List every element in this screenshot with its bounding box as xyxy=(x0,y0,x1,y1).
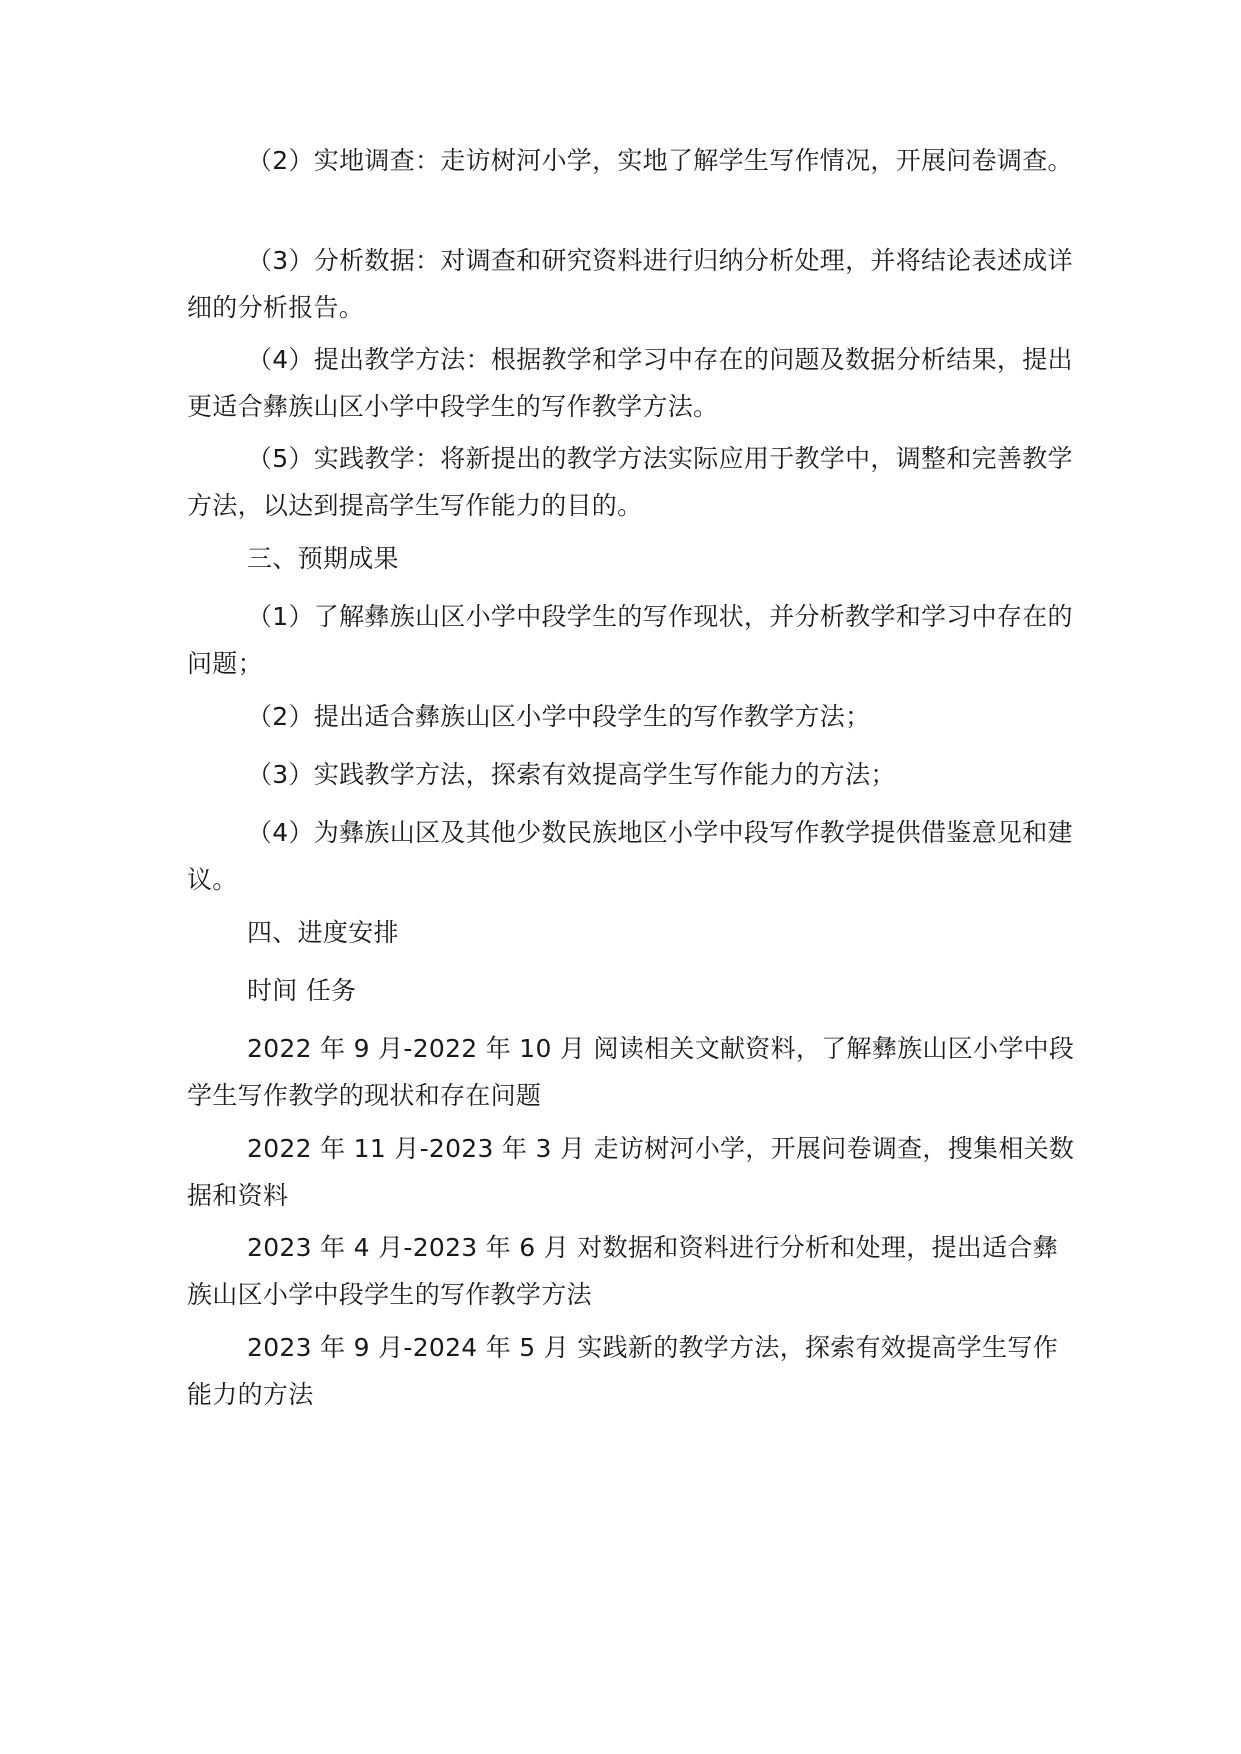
paragraph-practice-teaching: （5）实践教学：将新提出的教学方法实际应用于教学中，调整和完善教学方法，以达到提高学生写作能力的目的。 xyxy=(187,444,1073,520)
paragraph-teaching-method: （4）提出教学方法：根据教学和学习中存在的问题及数据分析结果，提出更适合彝族山区小学中段学生的写作教学方法。 xyxy=(187,345,1073,421)
paragraph-field-survey: （2）实地调查：走访树河小学，实地了解学生写作情况，开展问卷调查。 xyxy=(247,146,1073,175)
schedule-row-2: 2022 年 11 月-2023 年 3 月 走访树河小学，开展问卷调查，搜集相关数据和资料 xyxy=(187,1134,1075,1210)
paragraph-result-2: （2）提出适合彝族山区小学中段学生的写作教学方法； xyxy=(247,702,871,731)
paragraph-result-3: （3）实践教学方法，探索有效提高学生写作能力的方法； xyxy=(247,760,896,789)
schedule-row-1: 2022 年 9 月-2022 年 10 月 阅读相关文献资料，了解彝族山区小学中段学生写作教学的现状和存在问题 xyxy=(187,1034,1075,1110)
section-heading-expected-results: 三、预期成果 xyxy=(247,544,399,573)
paragraph-data-analysis: （3）分析数据：对调查和研究资料进行归纳分析处理，并将结论表述成详细的分析报告。 xyxy=(187,246,1073,322)
schedule-header: 时间 任务 xyxy=(247,976,357,1005)
section-heading-schedule: 四、进度安排 xyxy=(247,918,399,947)
schedule-row-4: 2023 年 9 月-2024 年 5 月 实践新的教学方法，探索有效提高学生写作能力的方法 xyxy=(187,1333,1059,1409)
schedule-row-3: 2023 年 4 月-2023 年 6 月 对数据和资料进行分析和处理，提出适合彝族山区小学中段学生的写作教学方法 xyxy=(187,1233,1059,1309)
paragraph-result-1: （1）了解彝族山区小学中段学生的写作现状，并分析教学和学习中存在的问题； xyxy=(187,602,1073,678)
paragraph-result-4: （4）为彝族山区及其他少数民族地区小学中段写作教学提供借鉴意见和建议。 xyxy=(187,818,1073,894)
